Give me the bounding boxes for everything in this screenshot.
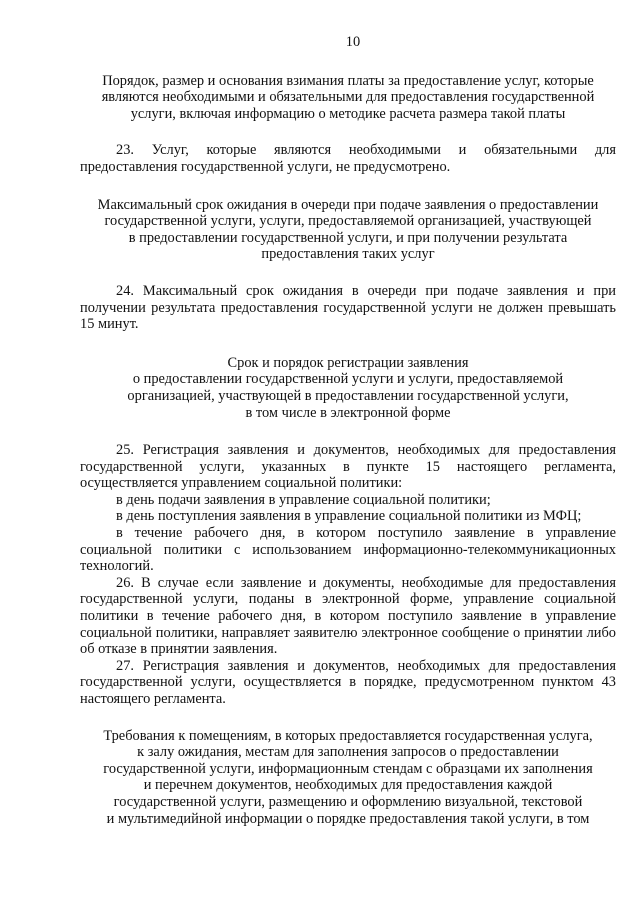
heading-line: Срок и порядок регистрации заявления <box>227 354 469 371</box>
heading-line: о предоставлении государственной услуги и услуги, предоставляемой <box>132 371 564 388</box>
heading-line: к залу ожидания, местам для заполнения запросов о предоставлении <box>137 744 559 761</box>
heading-line: государственной услуги, услуги, предоставляемой организацией, участвующей <box>104 213 592 230</box>
section-heading-premises <box>80 728 616 828</box>
list-item: в день поступления заявления в управление социальной политики из МФЦ; <box>116 508 582 525</box>
heading-line: государственной услуги, информационным стендам с образцами их заполнения <box>103 760 593 777</box>
list-item: в течение рабочего дня, в котором поступило заявление в управление социальной политики с использованием информационно-телекоммуникационных технологий. <box>80 525 616 575</box>
section-heading-registration <box>80 355 616 421</box>
document-page <box>80 34 616 827</box>
paragraph-25: 25. Регистрация заявления и документов, необходимых для предоставления государственной услуги, указанных в пункте 15 настоящего регламента, осуществляется управлением социальной политики: <box>80 442 616 492</box>
heading-line: организацией, участвующей в предоставлении государственной услуги, <box>127 387 569 404</box>
paragraph-26: 26. В случае если заявление и документы, необходимые для предоставления государственной услуги, поданы в электронной форме, управление социальной политики в течение рабочего дня, в котором поступило заявление в управление социальной политики, направляет заявителю электронное сообщение о принятии либо об отказе в принятии заявления. <box>80 574 616 658</box>
heading-line: услуги, включая информацию о методике расчета размера такой платы <box>130 105 566 122</box>
list-item: в день подачи заявления в управление социальной политики; <box>116 491 491 508</box>
page-number: 10 <box>345 34 361 50</box>
heading-line: Максимальный срок ожидания в очереди при подаче заявления о предоставлении <box>97 196 599 213</box>
heading-line: государственной услуги, размещению и оформлению визуальной, текстовой <box>113 793 583 810</box>
section-heading-queue-time <box>80 197 616 263</box>
heading-line: Порядок, размер и основания взимания платы за предоставление услуг, которые <box>102 72 594 89</box>
heading-line: в предоставлении государственной услуги, и при получении результата <box>128 229 568 246</box>
paragraph-23: 23. Услуг, которые являются необходимыми и обязательными для предоставления государственной услуги, не предусмотрено. <box>80 142 616 175</box>
paragraph-24: 24. Максимальный срок ожидания в очереди при подаче заявления и при получении результата предоставления государственной услуги не должен превышать 15 минут. <box>80 282 616 333</box>
registration-paragraphs <box>80 442 616 708</box>
heading-line: в том числе в электронной форме <box>245 404 451 421</box>
heading-line: Требования к помещениям, в которых предоставляется государственная услуга, <box>103 727 593 744</box>
heading-line: и мультимедийной информации о порядке предоставления такой услуги, в том <box>106 810 590 827</box>
heading-line: являются необходимыми и обязательными для предоставления государственной <box>101 89 595 106</box>
section-heading-fees <box>80 73 616 123</box>
heading-line: и перечнем документов, необходимых для предоставления каждой <box>143 777 553 794</box>
heading-line: предоставления таких услуг <box>261 246 435 263</box>
paragraph-27: 27. Регистрация заявления и документов, необходимых для предоставления государственной услуги, осуществляется в порядке, предусмотренном пунктом 43 настоящего регламента. <box>80 657 616 707</box>
